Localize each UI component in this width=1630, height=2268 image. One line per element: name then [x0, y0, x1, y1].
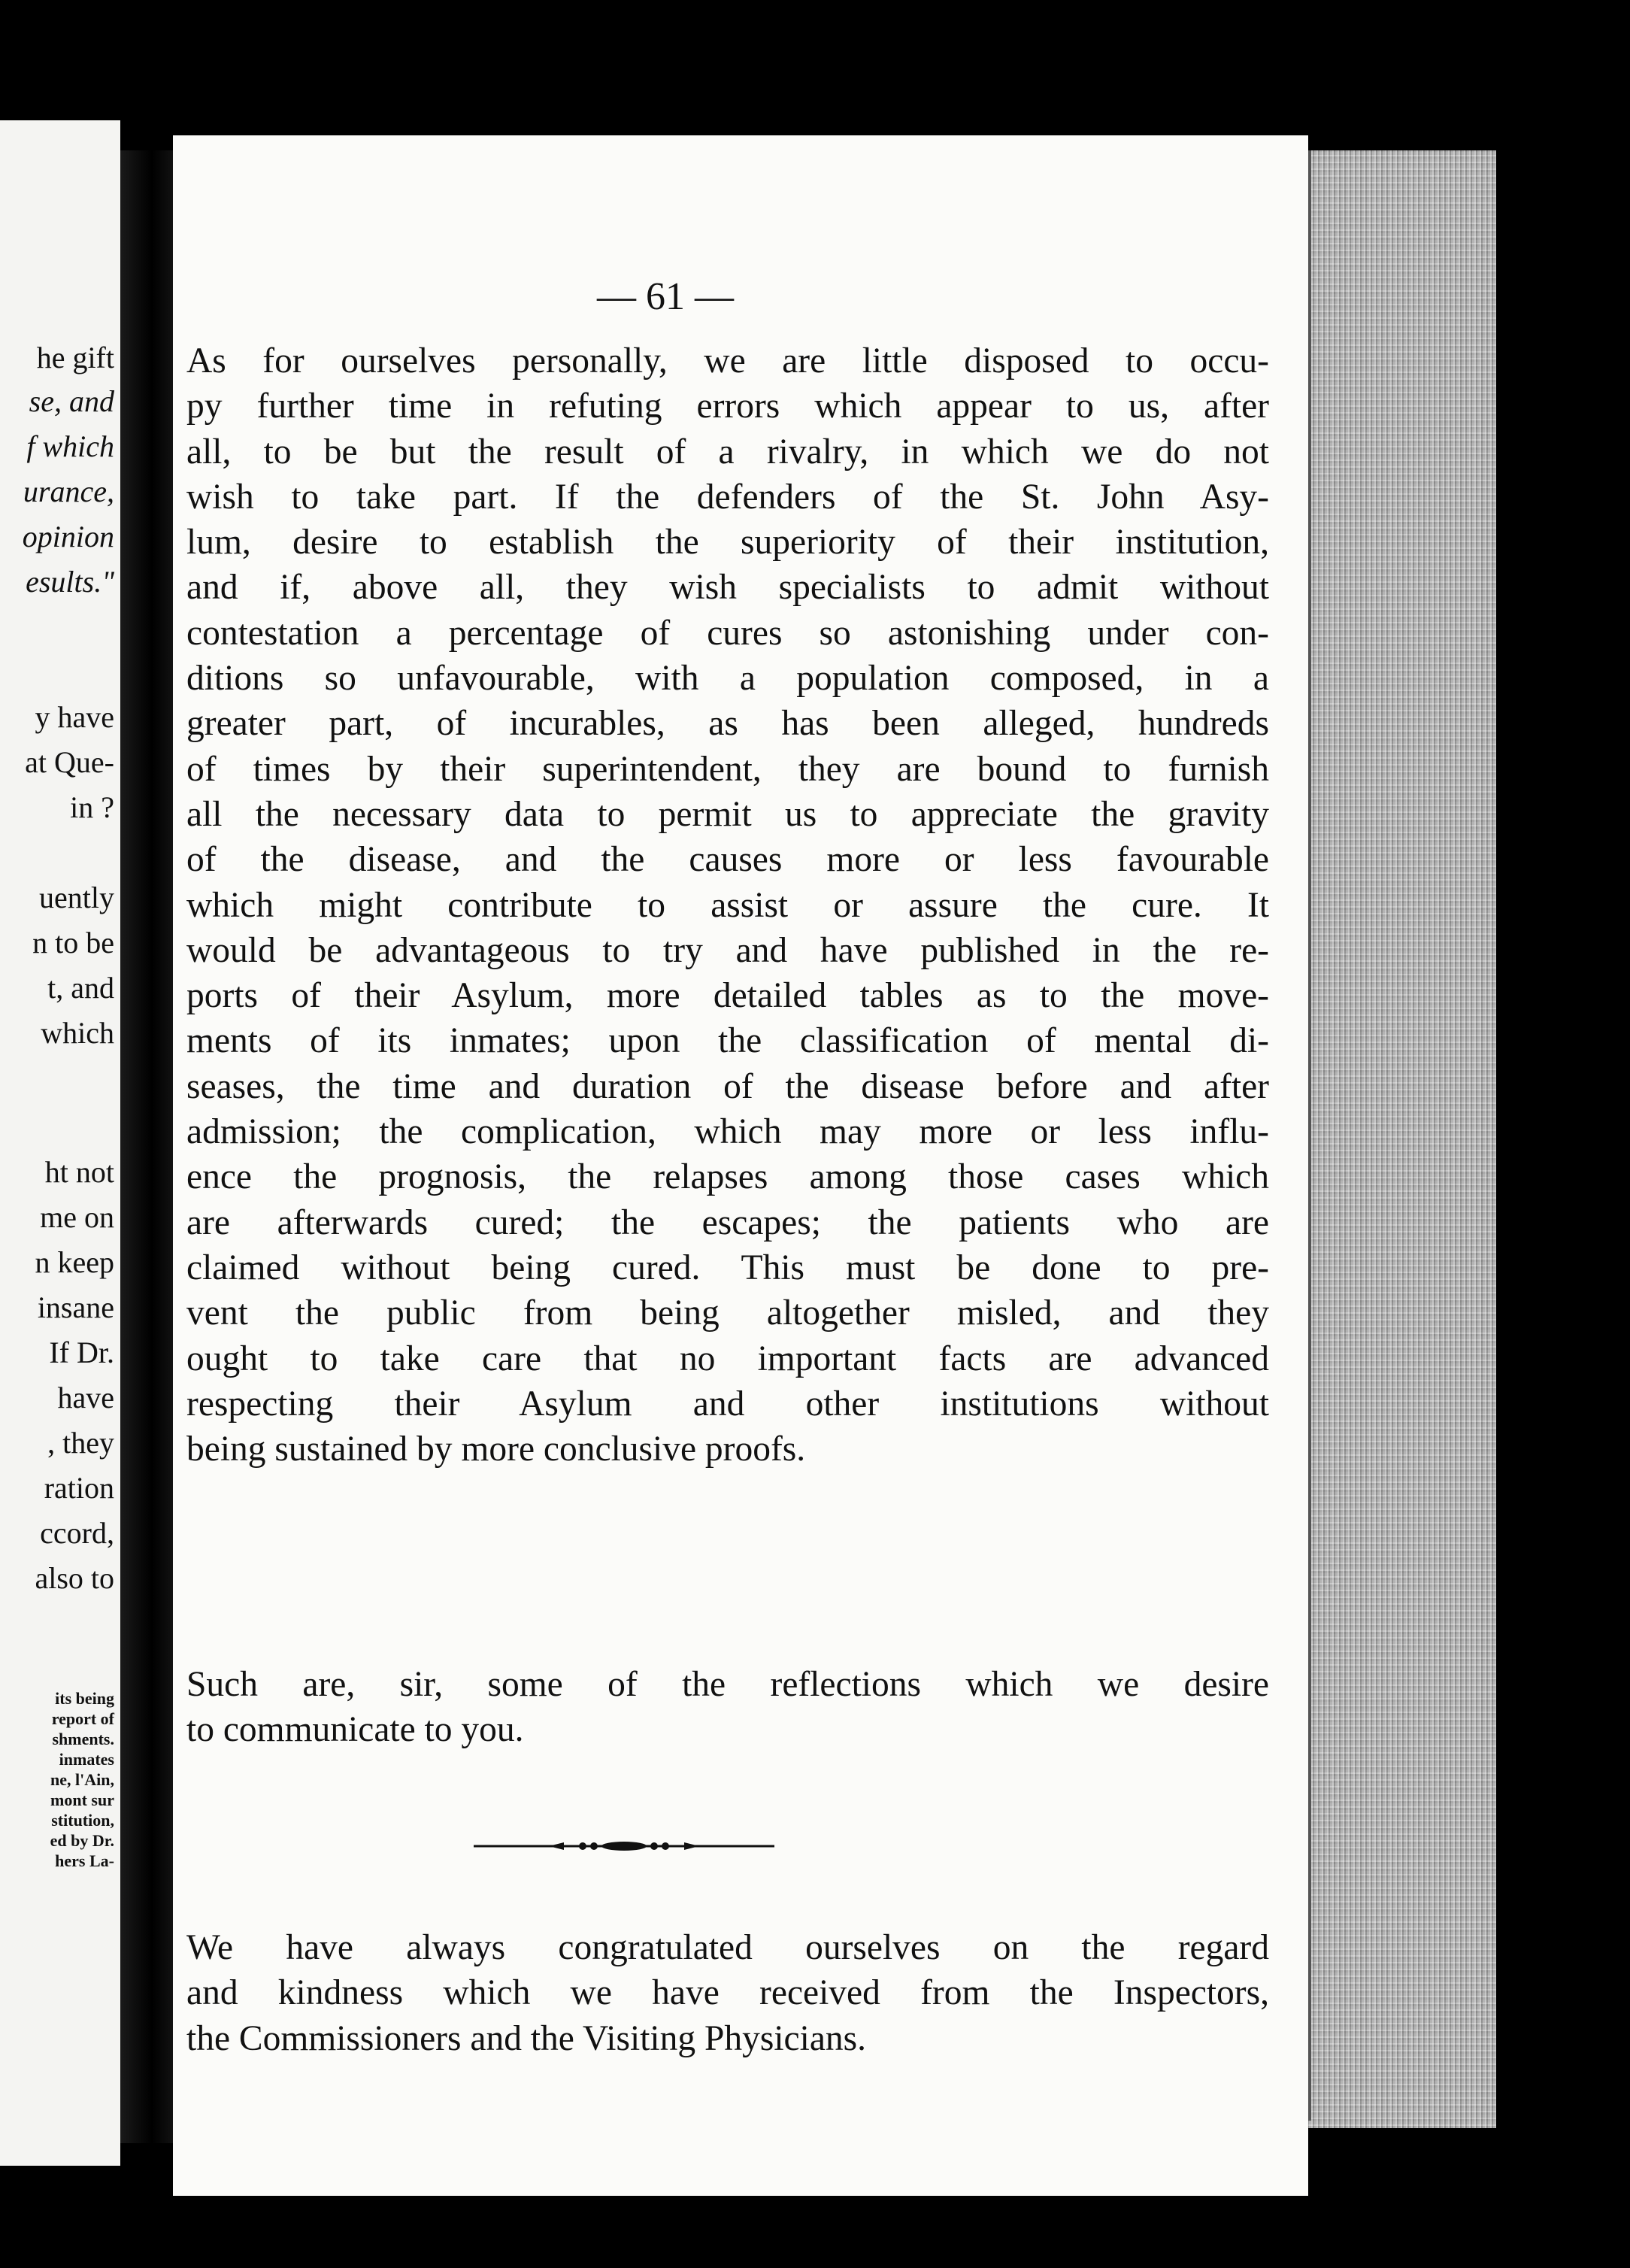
text-line: contestation a percentage of cures so astonishing under con-: [186, 613, 1269, 653]
left-fragment: opinion: [22, 520, 114, 553]
text-line: would be advantageous to try and have published in the re-: [186, 930, 1269, 970]
text-line: all the necessary data to permit us to appreciate the gravity: [186, 794, 1269, 834]
left-footnote-fragment: ne, l'Ain,: [50, 1770, 114, 1789]
left-footnote-fragment: hers La-: [55, 1851, 114, 1870]
left-fragment: he gift: [36, 341, 114, 374]
left-footnote-fragment: shments.: [52, 1730, 114, 1748]
text-line: py further time in refuting errors which appear to us, after: [186, 387, 1269, 426]
page-number: — 61 —: [597, 275, 734, 318]
right-page: [173, 135, 1308, 2196]
left-fragment: ht not: [44, 1155, 114, 1189]
left-fragment: y have: [35, 700, 114, 734]
left-footnote-fragment: report of: [51, 1709, 114, 1728]
text-line: vent the public from being altogether misled, and they: [186, 1293, 1269, 1333]
page-fore-edge: [1301, 150, 1496, 2128]
left-fragment: , they: [47, 1426, 114, 1460]
left-fragment: urance,: [23, 475, 114, 508]
left-footnote-fragment: ed by Dr.: [50, 1831, 114, 1850]
left-fragment: which: [41, 1016, 114, 1050]
left-footnote-fragment: its being: [55, 1689, 114, 1708]
left-fragment: n keep: [35, 1245, 114, 1279]
left-fragment: uently: [39, 881, 114, 914]
text-line: of times by their superintendent, they are bound to furnish: [186, 749, 1269, 789]
text-line: to communicate to you.: [186, 1710, 524, 1750]
text-line: As for ourselves personally, we are little disposed to occu-: [186, 341, 1269, 381]
left-fragment: ration: [44, 1471, 114, 1505]
text-line: greater part, of incurables, as has been alleged, hundreds: [186, 704, 1269, 744]
left-fragment: ccord,: [40, 1516, 114, 1550]
left-page-fragment: [0, 120, 120, 2166]
paragraph-2: [186, 1662, 1269, 1753]
text-line: respecting their Asylum and other institutions without: [186, 1384, 1269, 1424]
text-line: ought to take care that no important facts are advanced: [186, 1339, 1269, 1378]
left-fragment: n to be: [32, 926, 114, 960]
left-footnote-fragment: stitution,: [51, 1811, 114, 1830]
text-line: all, to be but the result of a rivalry, in which we do not: [186, 432, 1269, 471]
paragraph-1: [186, 338, 1269, 1472]
text-line: ditions so unfavourable, with a population composed, in a: [186, 659, 1269, 699]
left-fragment: se, and: [29, 384, 114, 418]
left-footnote-fragment: inmates: [59, 1750, 114, 1769]
left-fragment: f which: [26, 429, 114, 463]
text-line: of the disease, and the causes more or less favourable: [186, 840, 1269, 880]
left-fragment: me on: [40, 1200, 114, 1234]
text-line: and kindness which we have received from the Inspectors,: [186, 1973, 1269, 2013]
text-line: are afterwards cured; the escapes; the patients who are: [186, 1202, 1269, 1242]
paragraph-3: [186, 1925, 1269, 2061]
text-line: wish to take part. If the defenders of the St. John Asy-: [186, 477, 1269, 517]
ornamental-rule: [474, 1835, 774, 1857]
left-fragment: t, and: [47, 971, 114, 1005]
text-line: seases, the time and duration of the disease before and after: [186, 1066, 1269, 1106]
text-line: the Commissioners and the Visiting Physicians.: [186, 2018, 867, 2058]
text-line: admission; the complication, which may more or less influ-: [186, 1112, 1269, 1152]
text-line: lum, desire to establish the superiority of their institution,: [186, 523, 1269, 562]
left-fragment: also to: [35, 1561, 114, 1595]
book-gutter: [120, 150, 173, 2143]
text-line: claimed without being cured. This must be done to pre-: [186, 1248, 1269, 1287]
left-fragment: esults.": [26, 565, 114, 599]
left-footnote-fragment: mont sur: [50, 1790, 114, 1809]
text-line: and if, above all, they wish specialists to admit without: [186, 568, 1269, 608]
left-fragment: have: [57, 1381, 114, 1414]
text-line: which might contribute to assist or assure the cure. It: [186, 885, 1269, 925]
left-fragment: If Dr.: [49, 1336, 114, 1369]
text-line: We have always congratulated ourselves on the regard: [186, 1928, 1269, 1967]
page-edge-line: [1308, 150, 1311, 2121]
text-line: being sustained by more conclusive proofs.: [186, 1430, 806, 1469]
left-fragment: in ?: [70, 790, 114, 824]
text-line: ence the prognosis, the relapses among those cases which: [186, 1157, 1269, 1197]
text-line: ments of its inmates; upon the classification of mental di-: [186, 1021, 1269, 1061]
left-fragment: insane: [37, 1290, 114, 1324]
left-fragment: at Que-: [25, 745, 114, 779]
text-line: ports of their Asylum, more detailed tables as to the move-: [186, 976, 1269, 1016]
text-line: Such are, sir, some of the reflections which we desire: [186, 1665, 1269, 1704]
